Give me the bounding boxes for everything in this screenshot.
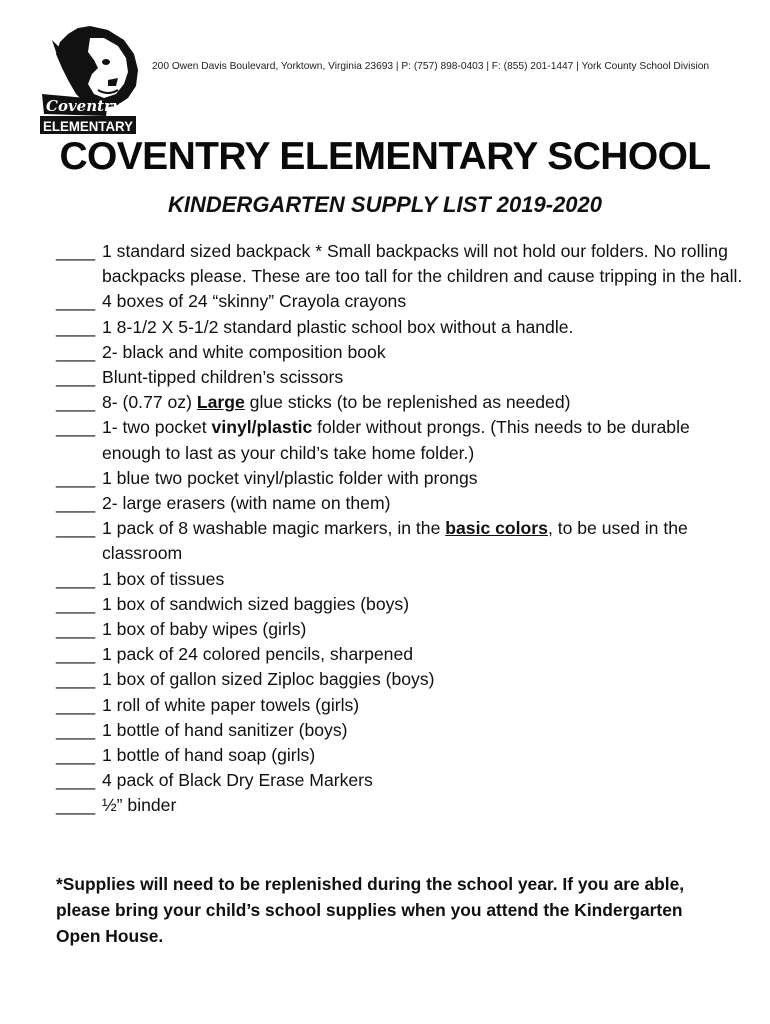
logo-text-bottom: ELEMENTARY [43,118,134,134]
list-item [56,667,746,692]
page-title: COVENTRY ELEMENTARY SCHOOL [59,135,711,178]
checkbox-blank: ____ [56,745,96,766]
item-text: 2- large erasers (with name on them) [102,493,391,514]
item-text: 1 roll of white paper towels (girls) [102,694,360,715]
checkbox-blank: ____ [56,770,96,791]
list-item [56,365,746,390]
list-item [56,289,746,314]
item-text: 4 pack of Black Dry Erase Markers [102,770,373,791]
item-text: 1 box of baby wipes (girls) [102,619,307,640]
list-item [56,567,746,592]
item-text: 1 bottle of hand sanitizer (boys) [102,719,348,740]
checkbox-blank: ____ [56,795,96,816]
page-subtitle: KINDERGARTEN SUPPLY LIST 2019-2020 [167,192,603,217]
checkbox-blank: ____ [56,493,96,514]
item-text: ½” binder [102,795,177,816]
replenish-note: *Supplies will need to be replenished during the school year. If you are able, please bring your child’s school supplies when you attend the Kindergarten Open House. [56,874,685,946]
item-text: 1 blue two pocket vinyl/plastic folder with prongs [102,467,478,488]
school-address: 200 Owen Davis Boulevard, Yorktown, Virginia 23693 | P: (757) 898-0403 | F: (855) 201-1447 | York County School Division [152,61,710,72]
list-item [56,390,746,415]
list-item [56,466,746,491]
list-item [56,592,746,617]
emphasis-large: Large [196,392,245,413]
checkbox-blank: ____ [56,644,96,665]
checkbox-blank: ____ [56,669,96,690]
checkbox-blank: ____ [56,518,96,539]
list-item [56,718,746,743]
list-item [56,693,746,718]
item-text: 1 box of gallon sized Ziploc baggies (boys) [102,669,435,690]
checkbox-blank: ____ [56,719,96,740]
checkbox-blank: ____ [56,417,96,438]
item-text: 4 boxes of 24 “skinny” Crayola crayons [102,291,407,312]
checkbox-blank: ____ [56,316,96,337]
checkbox-blank: ____ [56,467,96,488]
list-item [56,793,746,818]
checkbox-blank: ____ [56,291,96,312]
list-item [56,768,746,793]
list-item [56,415,746,465]
checkbox-blank: ____ [56,241,96,261]
list-item [56,617,746,642]
school-logo [38,24,142,136]
list-item [56,743,746,768]
emphasis-basic-colors: basic colors [445,518,548,539]
list-item [56,491,746,516]
item-text: 1 bottle of hand soap (girls) [102,745,316,766]
checkbox-blank: ____ [56,568,96,589]
list-item [56,340,746,365]
item-text: 2- black and white composition book [102,341,386,362]
checkbox-blank: ____ [56,593,96,614]
list-item [56,239,746,289]
item-text: 1 standard sized backpack * Small backpacks will not hold our folders. No rolling backpacks please. These are too tall for the children and cause tripping in the hall. [102,241,743,287]
item-text: 8- (0.77 oz) Large glue sticks (to be replenished as needed) [102,392,571,413]
item-text: 1 pack of 8 washable magic markers, in the basic colors, to be used in the classroom [102,518,688,564]
checkbox-blank: ____ [56,619,96,640]
logo-text-top: Coventry [46,97,121,115]
item-text: 1 8-1/2 X 5-1/2 standard plastic school box without a handle. [102,316,574,337]
list-item [56,315,746,340]
item-text: 1- two pocket vinyl/plastic folder without prongs. (This needs to be durable enough to last as your child’s take home folder.) [102,417,690,463]
cougar-mascot-icon [38,24,142,136]
item-text: 1 box of sandwich sized baggies (boys) [102,593,410,614]
checkbox-blank: ____ [56,341,96,362]
checkbox-blank: ____ [56,367,96,388]
item-text: 1 pack of 24 colored pencils, sharpened [102,644,414,665]
supply-list [56,239,746,819]
list-item [56,516,746,566]
emphasis-vinyl-plastic: vinyl/plastic [211,417,313,438]
item-text: 1 box of tissues [102,568,225,589]
checkbox-blank: ____ [56,392,96,413]
item-text: Blunt-tipped children’s scissors [102,367,344,388]
list-item [56,642,746,667]
checkbox-blank: ____ [56,694,96,715]
